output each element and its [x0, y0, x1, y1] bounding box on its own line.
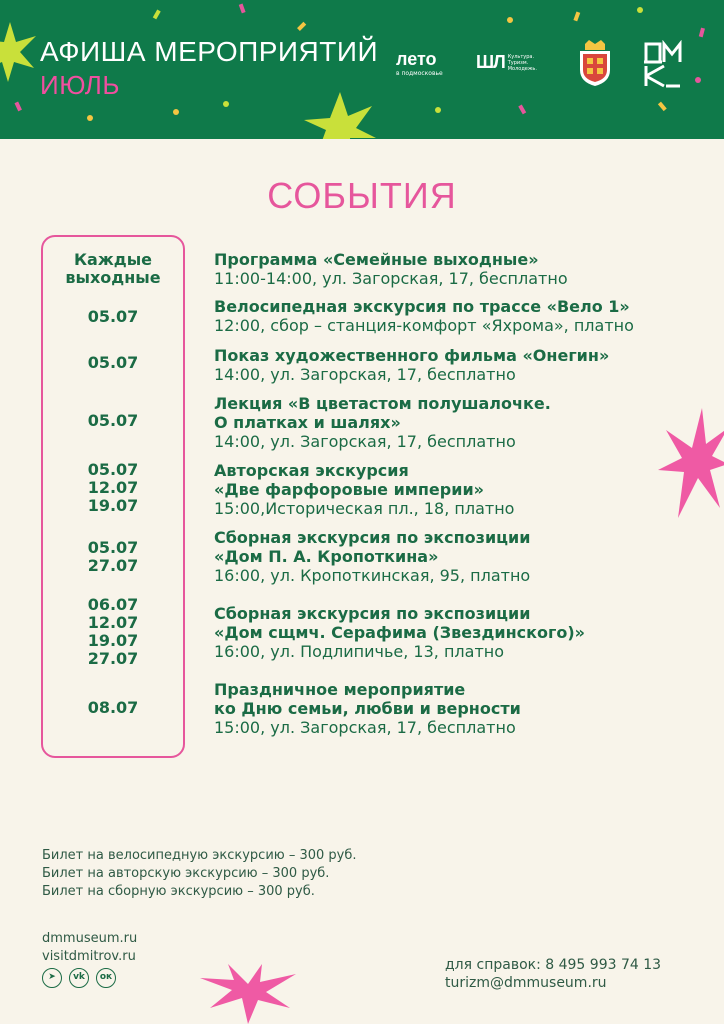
culture-logo-subtext: Культура. Туризм. Молодежь.: [507, 53, 537, 72]
event-title: «Две фарфоровые империи»: [214, 480, 484, 499]
website-links: [42, 930, 137, 966]
date-line: 05.07: [87, 460, 139, 479]
contact-info: [445, 956, 661, 992]
event-title: ко Дню семьи, любви и верности: [214, 699, 521, 718]
culture-logo-text: ШЛ: [476, 52, 505, 72]
event-title: Сборная экскурсия по экспозиции: [214, 604, 531, 623]
date-line: 08.07: [87, 698, 139, 717]
leto-logo-subtext: в подмосковье: [396, 70, 443, 77]
event-item: [214, 297, 634, 335]
starburst-decoration: [658, 408, 724, 518]
header-banner: [0, 0, 724, 139]
date-line: 12.07: [87, 478, 139, 497]
ticket-prices: [42, 847, 357, 901]
leto-logo: [396, 50, 443, 77]
contact-phone[interactable]: для справок: 8 495 993 74 13: [445, 957, 662, 973]
event-title: Авторская экскурсия: [214, 461, 409, 480]
event-details: 14:00, ул. Загорская, 17, бесплатно: [214, 365, 516, 384]
event-item: [214, 604, 585, 661]
event-details: 14:00, ул. Загорская, 17, бесплатно: [214, 432, 516, 451]
event-title: Программа «Семейные выходные»: [214, 250, 539, 269]
event-details: 12:00, сбор – станция-комфорт «Яхрома», платно: [214, 316, 634, 335]
date-line: 19.07: [87, 496, 139, 515]
ticket-price-line: Билет на авторскую экскурсию – 300 руб.: [42, 866, 330, 881]
date-line: Каждые: [73, 250, 153, 269]
telegram-icon[interactable]: ➤: [42, 968, 62, 988]
dmk-logo: [642, 40, 682, 88]
event-dates: [41, 308, 185, 326]
website-link[interactable]: dmmuseum.ru: [42, 931, 138, 946]
event-title: Сборная экскурсия по экспозиции: [214, 528, 531, 547]
event-details: 16:00, ул. Подлипичье, 13, платно: [214, 642, 505, 661]
date-line: выходные: [65, 268, 161, 287]
leto-logo-text: лето: [396, 49, 437, 69]
date-line: 12.07: [87, 613, 139, 632]
culture-ministry-logo: [476, 52, 538, 73]
event-details: 11:00-14:00, ул. Загорская, 17, бесплатно: [214, 269, 568, 288]
event-dates: [41, 461, 185, 515]
event-dates: [41, 699, 185, 717]
event-title: О платках и шалях»: [214, 413, 401, 432]
event-dates: [41, 539, 185, 575]
event-title: Лекция «В цветастом полушалочке.: [214, 394, 551, 413]
event-dates: [41, 412, 185, 430]
event-title: «Дом сщмч. Серафима (Звездинского)»: [214, 623, 585, 642]
coat-of-arms-icon: [577, 40, 613, 86]
event-details: 16:00, ул. Кропоткинская, 95, платно: [214, 566, 531, 585]
event-item: [214, 461, 514, 518]
website-link[interactable]: visitdmitrov.ru: [42, 949, 136, 964]
event-title: Показ художественного фильма «Онегин»: [214, 346, 610, 365]
social-links: [42, 968, 116, 988]
event-details: 15:00,Историческая пл., 18, платно: [214, 499, 515, 518]
event-title: Праздничное мероприятие: [214, 680, 466, 699]
event-title: «Дом П. А. Кропоткина»: [214, 547, 439, 566]
odnoklassniki-icon[interactable]: ок: [96, 968, 116, 988]
date-line: 19.07: [87, 631, 139, 650]
event-item: [214, 346, 609, 384]
starburst-decoration: [200, 964, 296, 1024]
event-dates: [41, 251, 185, 287]
date-line: 05.07: [87, 353, 139, 372]
date-line: 05.07: [87, 411, 139, 430]
date-line: 05.07: [87, 538, 139, 557]
event-details: 15:00, ул. Загорская, 17, бесплатно: [214, 718, 516, 737]
date-line: 27.07: [87, 649, 139, 668]
contact-email[interactable]: turizm@dmmuseum.ru: [445, 975, 607, 991]
poster-title: АФИША МЕРОПРИЯТИЙ: [40, 36, 379, 67]
event-item: [214, 394, 551, 451]
event-item: [214, 250, 568, 288]
ticket-price-line: Билет на сборную экскурсию – 300 руб.: [42, 884, 315, 899]
date-line: 05.07: [87, 307, 139, 326]
event-item: [214, 680, 521, 737]
event-dates: [41, 354, 185, 372]
date-line: 27.07: [87, 556, 139, 575]
section-title: СОБЫТИЯ: [267, 175, 457, 216]
event-title: Велосипедная экскурсия по трассе «Вело 1»: [214, 297, 630, 316]
vk-icon[interactable]: vk: [69, 968, 89, 988]
poster-month: ИЮЛЬ: [40, 70, 120, 100]
event-dates: [41, 596, 185, 668]
event-item: [214, 528, 530, 585]
date-line: 06.07: [87, 595, 139, 614]
ticket-price-line: Билет на велосипедную экскурсию – 300 руб.: [42, 848, 357, 863]
